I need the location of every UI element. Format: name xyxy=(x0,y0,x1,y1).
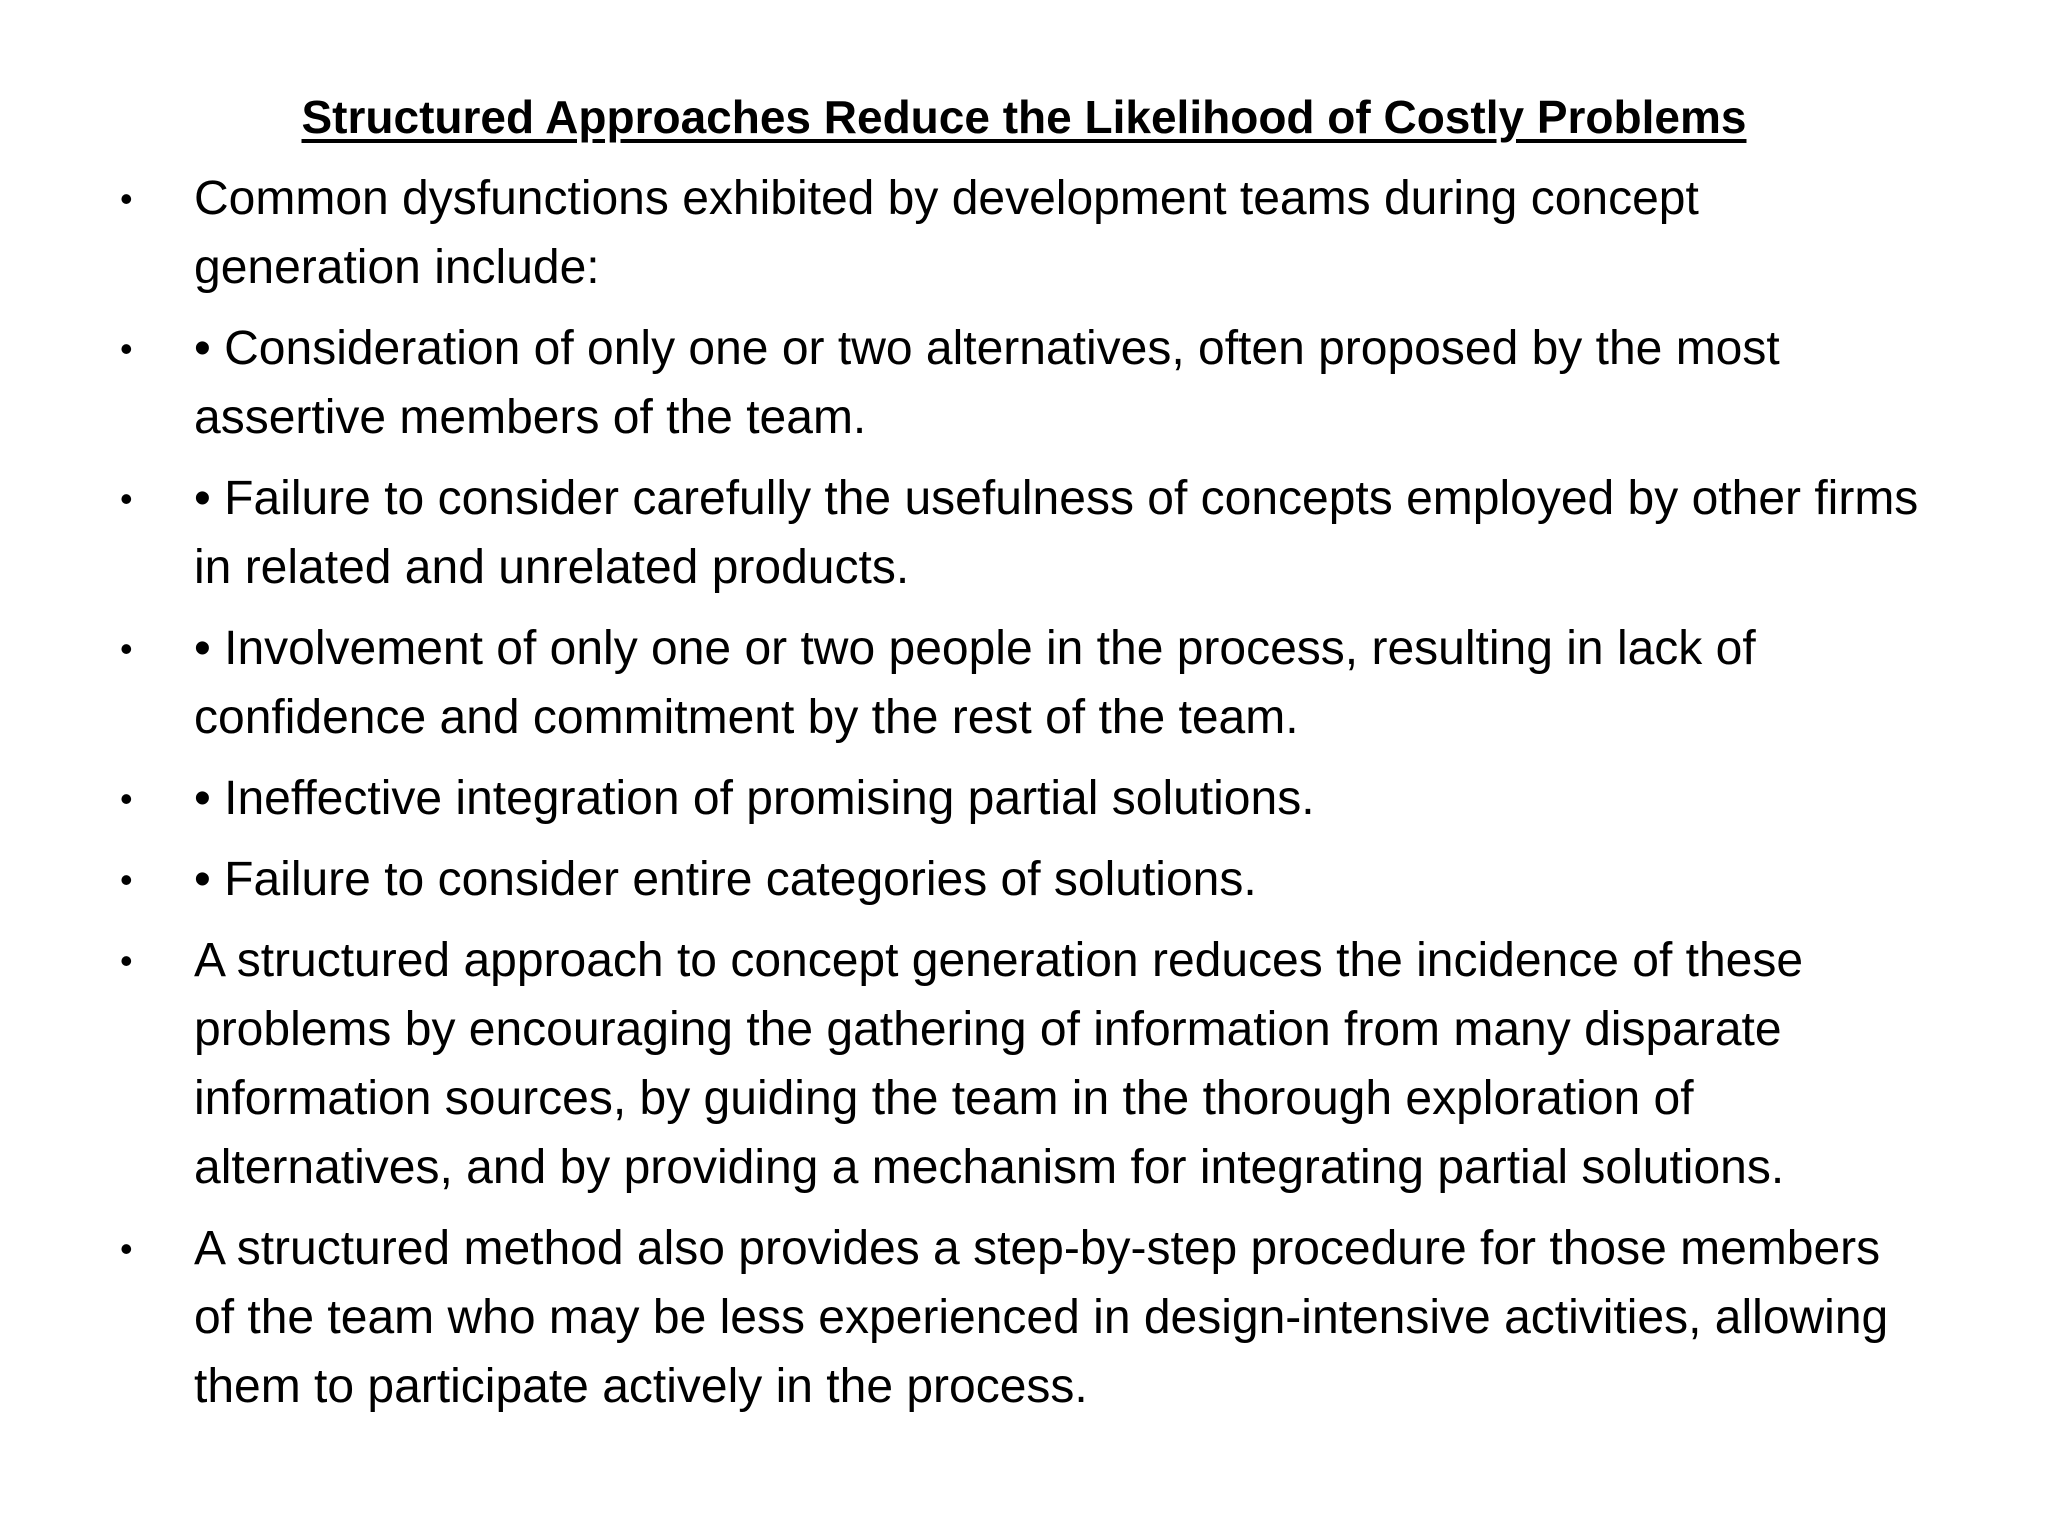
bullet-item xyxy=(118,845,1928,914)
bullet-item xyxy=(118,614,1928,752)
bullet-text: • Ineffective integration of promising partial solutions. xyxy=(194,772,1315,825)
bullet-dot-icon: • xyxy=(120,1228,133,1269)
bullet-dot-icon: • xyxy=(120,940,133,981)
bullet-text: • Involvement of only one or two people in the process, resulting in lack of confidence and commitment by the rest of the team. xyxy=(194,622,1756,744)
bullet-text: • Consideration of only one or two alternatives, often proposed by the most assertive members of the team. xyxy=(194,322,1780,444)
bullet-item xyxy=(118,926,1928,1202)
bullet-dot-icon: • xyxy=(120,778,133,819)
bullet-text: A structured method also provides a step-by-step procedure for those members of the team who may be less experienced in design-intensive activities, allowing them to participate actively in the process. xyxy=(194,1222,1889,1413)
bullet-item xyxy=(118,764,1928,833)
bullet-item xyxy=(118,164,1928,302)
bullet-text: • Failure to consider entire categories of solutions. xyxy=(194,853,1257,906)
bullet-item xyxy=(118,464,1928,602)
bullet-text: Common dysfunctions exhibited by development teams during concept generation include: xyxy=(194,172,1699,294)
bullet-dot-icon: • xyxy=(120,859,133,900)
bullet-text: A structured approach to concept generation reduces the incidence of these problems by encouraging the gathering of information from many disparate information sources, by guiding the team in the thorough exploration of alternatives, and by providing a mechanism for integrating partial solutions. xyxy=(194,934,1804,1194)
bullet-item xyxy=(118,1214,1928,1421)
bullet-list xyxy=(118,164,1928,1433)
bullet-dot-icon: • xyxy=(120,328,133,369)
bullet-text: • Failure to consider carefully the usefulness of concepts employed by other firms in related and unrelated products. xyxy=(194,472,1919,594)
bullet-item xyxy=(118,314,1928,452)
slide-title: Structured Approaches Reduce the Likelihood of Costly Problems xyxy=(301,91,1747,143)
bullet-dot-icon: • xyxy=(120,178,133,219)
bullet-dot-icon: • xyxy=(120,628,133,669)
bullet-dot-icon: • xyxy=(120,478,133,519)
